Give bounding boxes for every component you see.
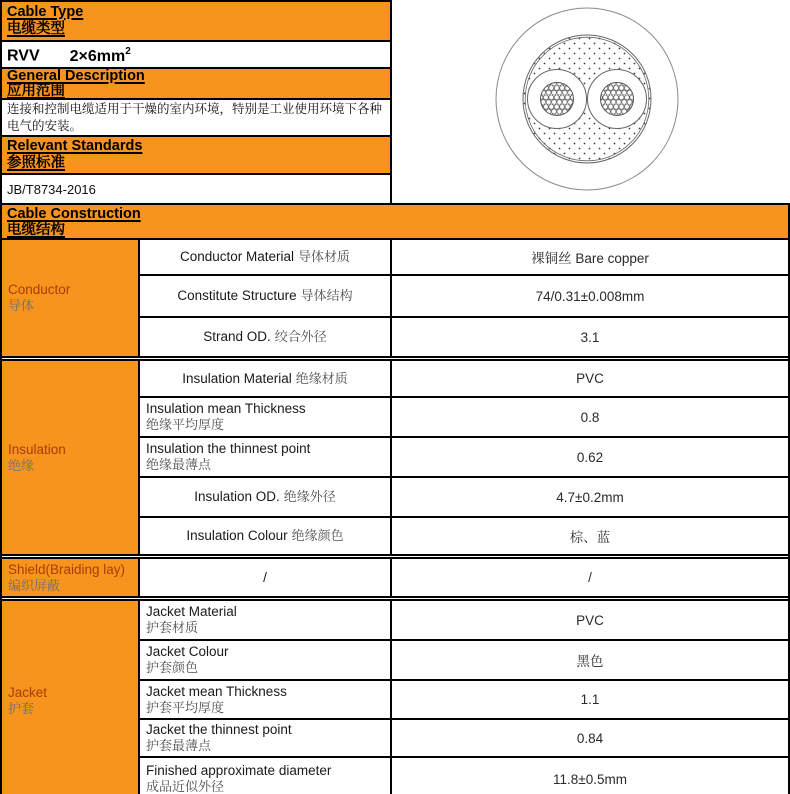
row-label-en: Insulation OD. [194, 489, 280, 504]
row-label-en: Insulation mean Thickness [146, 401, 306, 416]
group-cell-conductor [2, 240, 140, 356]
cable-type-title-zh: 电缆类型 [7, 21, 65, 37]
general-description-title-zh: 应用范围 [7, 82, 65, 99]
cable-construction-title-en: Cable Construction [7, 205, 141, 222]
row-label-en: Insulation Material [182, 370, 292, 386]
table-section-insulation [2, 361, 788, 559]
table-row [140, 720, 788, 758]
row-value: 4.7±0.2mm [556, 489, 624, 505]
row-label-en: Finished approximate diameter [146, 763, 332, 778]
construction-table [0, 240, 790, 794]
row-label [140, 641, 392, 679]
row-label [140, 398, 392, 436]
table-row [140, 601, 788, 641]
relevant-standards-body-row [2, 175, 390, 203]
row-label [140, 601, 392, 639]
row-value: 3.1 [580, 329, 600, 345]
row-label [140, 518, 392, 554]
row-value: 裸铜丝 Bare copper [531, 251, 649, 266]
row-label-zh: 导体材质 [298, 249, 351, 264]
row-label-en: Conductor Material [179, 249, 295, 264]
row-label [140, 438, 392, 476]
row-value: 0.8 [580, 409, 600, 425]
row-label-en: Jacket Material [146, 604, 237, 619]
cable-model-superscript: 2 [125, 46, 131, 58]
group-cell-insulation [2, 361, 140, 554]
cable-model-row [2, 42, 390, 69]
diagram-panel [392, 0, 790, 203]
table-row [140, 681, 788, 720]
table-row [140, 641, 788, 681]
row-label-en: Insulation Colour [186, 528, 288, 543]
group-label-en: Conductor [8, 282, 71, 297]
group-label-zh: 编织屏蔽 [8, 577, 61, 593]
row-value: 74/0.31±0.008mm [535, 288, 645, 304]
row-label-zh: 绝缘材质 [295, 370, 348, 386]
table-row [140, 398, 788, 438]
row-label-en: Insulation the thinnest point [146, 441, 311, 456]
section-header-cable-construction [0, 203, 790, 240]
row-label-en: / [263, 569, 267, 585]
row-label [140, 559, 392, 596]
row-label [140, 478, 392, 516]
section-rows [140, 361, 788, 554]
row-label-en: Jacket the thinnest point [146, 722, 292, 737]
row-label-zh: 护套最薄点 [146, 738, 212, 753]
table-row [140, 240, 788, 276]
table-row [140, 559, 788, 596]
row-label-en: Jacket mean Thickness [146, 683, 287, 699]
row-label [140, 276, 392, 316]
row-label-en: Constitute Structure [177, 288, 297, 303]
group-label-en: Insulation [8, 441, 66, 457]
row-label-zh: 护套材质 [146, 620, 199, 635]
row-label [140, 318, 392, 356]
general-description-body-row [2, 100, 390, 137]
row-label-zh: 绞合外径 [274, 329, 327, 344]
table-row [140, 518, 788, 554]
row-value: 0.84 [576, 730, 604, 746]
table-row [140, 276, 788, 318]
top-area [0, 0, 790, 203]
row-label [140, 720, 392, 756]
section-header-general-description [2, 69, 390, 100]
row-label-zh: 护套颜色 [146, 660, 199, 675]
row-value: 1.1 [580, 692, 600, 707]
row-label-zh: 绝缘最薄点 [146, 457, 212, 472]
relevant-standards-title-zh: 参照标准 [7, 155, 65, 171]
general-description-title-en: General Description [7, 68, 145, 84]
section-rows [140, 240, 788, 356]
row-label-zh: 绝缘颜色 [291, 528, 344, 543]
section-rows [140, 559, 788, 596]
row-value: 0.62 [576, 449, 604, 465]
group-label-en: Shield(Braiding lay) [8, 561, 126, 577]
group-label-zh: 护套 [8, 700, 35, 716]
relevant-standards-title-en: Relevant Standards [7, 138, 143, 154]
cable-cross-section-diagram [392, 1, 790, 202]
relevant-standards-body: JB/T8734-2016 [7, 181, 96, 197]
info-block [0, 0, 392, 203]
group-cell-shield [2, 559, 140, 596]
row-label-en: Strand OD. [203, 329, 271, 344]
section-rows [140, 601, 788, 794]
group-label-zh: 绝缘 [8, 457, 35, 473]
table-row [140, 478, 788, 518]
row-label [140, 361, 392, 396]
row-label-zh: 导体结构 [300, 288, 353, 303]
cable-model-value [7, 43, 385, 65]
row-label [140, 240, 392, 274]
table-section-jacket [2, 601, 788, 794]
row-label-zh: 护套平均厚度 [146, 699, 225, 715]
row-label [140, 681, 392, 718]
section-header-relevant-standards [2, 137, 390, 175]
group-label-en: Jacket [8, 684, 48, 700]
general-description-body: 连接和控制电缆适用于干燥的室内环境，特别是工业使用环境下各种电气的安装。 [7, 101, 383, 133]
row-value: 棕、蓝 [569, 530, 611, 545]
cable-model-spec: 2×6mm [69, 47, 126, 65]
row-label-en: Jacket Colour [146, 644, 229, 659]
table-row [140, 758, 788, 794]
row-label-zh: 绝缘外径 [283, 489, 336, 504]
cable-model-prefix: RVV [7, 47, 40, 65]
table-section-shield [2, 559, 788, 601]
cable-type-title-en: Cable Type [7, 4, 84, 20]
row-value: 11.8±0.5mm [553, 771, 627, 787]
row-label-zh: 绝缘平均厚度 [146, 417, 225, 432]
row-label-zh: 成品近似外径 [146, 779, 225, 794]
group-cell-jacket [2, 601, 140, 794]
section-header-cable-type [2, 2, 390, 42]
group-label-zh: 导体 [8, 298, 35, 313]
row-label [140, 758, 392, 794]
cable-construction-title-zh: 电缆结构 [7, 221, 65, 238]
table-row [140, 318, 788, 356]
table-row [140, 438, 788, 478]
table-section-conductor [2, 240, 788, 361]
row-value: PVC [576, 612, 604, 628]
row-value: 黑色 [576, 654, 604, 669]
row-value: PVC [576, 371, 604, 386]
table-row [140, 361, 788, 398]
row-value: / [588, 570, 592, 585]
